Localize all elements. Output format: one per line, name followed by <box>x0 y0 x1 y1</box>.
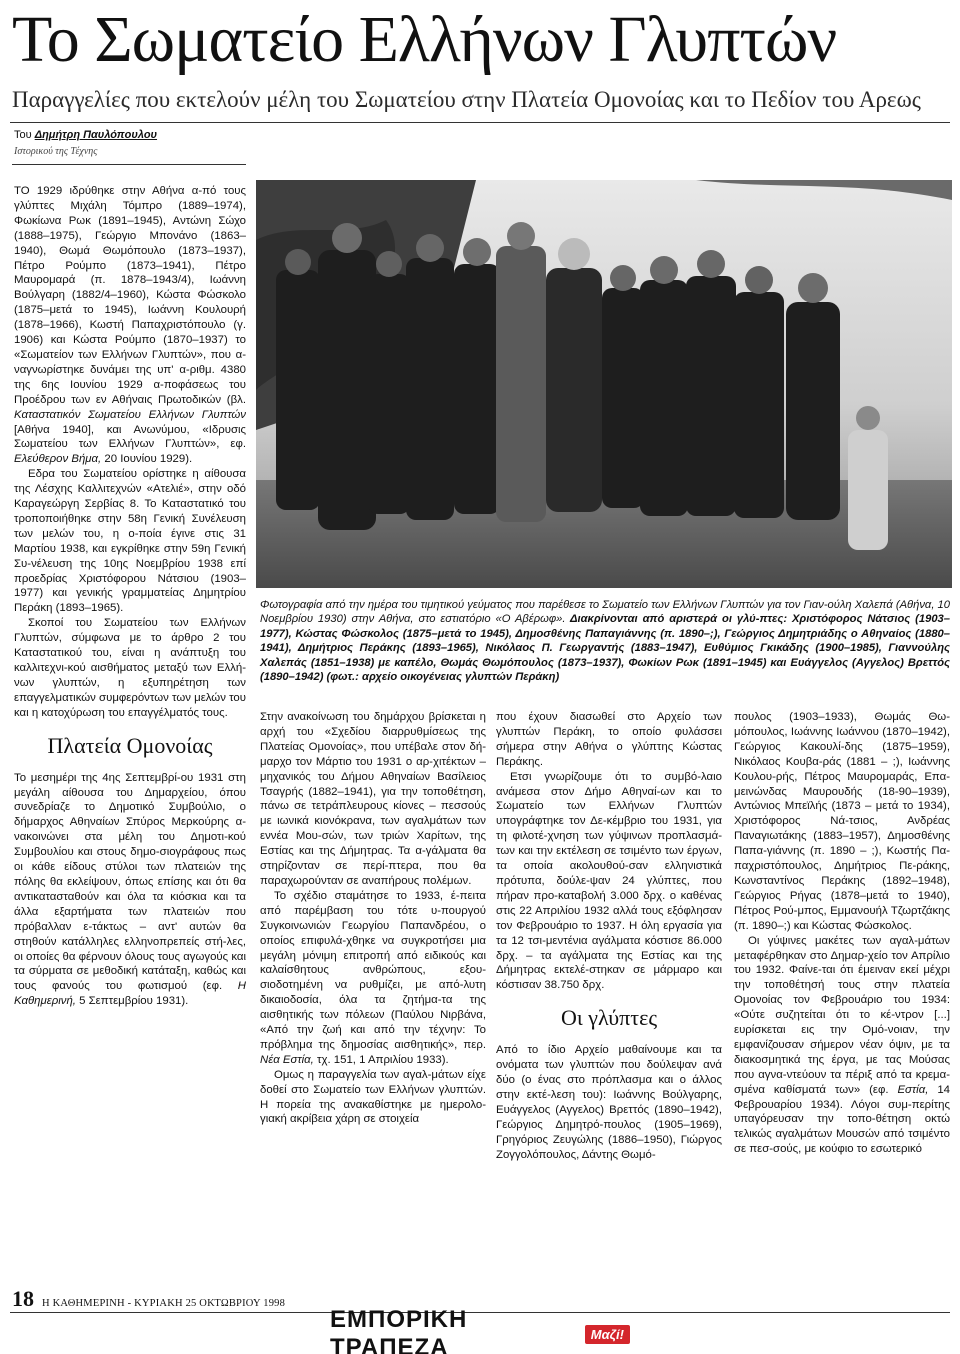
byline <box>14 128 157 142</box>
newspaper-dateline: Η ΚΑΘΗΜΕΡΙΝΗ - ΚΥΡΙΑΚΗ 25 ΟΚΤΩΒΡΙΟΥ 1998 <box>42 1298 286 1309</box>
paragraph: Σκοποί του Σωματείου των Ελλήνων Γλυπτών, σύμφωνα με το άρθρο 2 του Καταστατικού του, είναι η ανάπτυξη του καλλιτεχνι-κού αισθήματος μεταξύ των Ελλή-νων γλυπτών, η εξυπηρέτηση των επαγγελματικών συμφερόντων των μελών του και η κατοχύρωση του επαγγέλματός τους. <box>14 617 246 719</box>
section-heading: Πλατεία Ομονοίας <box>47 732 213 758</box>
byline-prefix: Του <box>14 129 35 141</box>
paragraph: Ετσι γνωρίζουμε ότι το συμβό-λαιο ανάμεσα στον Δήμο Αθηναί-ων και το Σωματείο των Ελλήνων Γλυπτών υπογράφτηκε τον Δε-κέμβριο του 1931, για τη φιλοτέ-χνηση των γύψινων προπλασμά-των και την εκτέλεση σε τσιμέντο των έργων, τα οποία ακολουθού-σαν ελληνιστικά πρότυπα, δούλε-ψαν 24 γλύπτες, που πήραν προ-καταβολή 3.000 δρχ. ο καθένας στις 22 Απριλίου 1932 αλλά τους εξόφλησαν τον Φεβρουάριο το 1937. Η όλη εργασία για τα 12 τσι-μεντένια αγάλματα κόστισε 86.000 δρχ. – τα αγάλματα της Εστίας και της Δήμητρας εκτελέ-στηκαν σε μάρμαρο και κόστισαν 38.750 δρχ. <box>496 770 722 992</box>
photo-caption <box>260 598 950 684</box>
paragraph: Το σχέδιο σταμάτησε το 1933, έ-πειτα από παρέμβαση του τότε υ-πουργού Συγκοινωνιών Γεωργίου Παπανδρέου, ο οποίος επιφυλά-χθηκε να συγκροτήσει μια μεγάλη μόνιμη επιτροπή από ειδικούς και καλαίσθητους ανθρώπους, εξου-σιοδοτημένη να ρυθμίζει, με από-λυτη δικαιοδοσία, όλα τα ζητήμα-τα της αισθητικής των πόλεων (Παύλου Νιρβάνα, «Από την ζωή και από την τέχνην: Το πρόβλημα της δημοσίας αισθητικής», περ. Νέα Εστία, τχ. 151, 1 Απριλίου 1933). <box>260 889 486 1066</box>
caption-lead: Φωτογραφία από την ημέρα του τιμητικού γεύματος που παρέθεσε το Σωματείο των Ελλήνων Γλυπτών για τον Γιαν-ούλη Χαλεπά (Αθήνα, 10 Νοεμβρίου 1930) στην Αθήνα, στο εστιατόριο «Ο Αβέρωφ». <box>260 599 950 626</box>
paragraph: Οι γύψινες μακέτες των αγαλ-μάτων μεταφέρθηκαν στο Δημαρ-χείο τον Απρίλιο του 1932. Φαίνε-ται ότι έμειναν εκεί μέχρι την τοποθέτησή τους στην πλατεία Ομονοίας τον Φεβρουάριο του 1934: «Ούτε συζητείται ότι το κέ-ντρον [...] ευρίσκεται εις την Ομό-νοιαν, την εμφανίζουσαν σήμερον νέαν όψιν, με τα διακοσμητικά της έργα, με τας Μούσας που αγνα-ντεύουν τα πέριξ από τα κρεμα-σμένα καθίσματά των» (εφ. Εστία, 14 Φεβρουαρίου 1934). Λόγοι συμ-περίτης υπαγόρευσαν την τοπο-θέτηση οκτώ τελικώς αγαλμάτων Μουσών από τσιμέντο σε πεσ-σούς, με κούφιο το εσωτερικό <box>734 934 950 1156</box>
bank-advertisement <box>330 1306 630 1354</box>
caption-names: Διακρίνονται από αριστερά οι γλύ-πτες: Χριστόφορος Νάτσιος (1903–1977), Κώστας Φώσκολος (1875–μετά το 1945), Δημοσθένης Παπαγιάννης (π. 1890–;), Γεώργιος Δημητριάδης ο Αθηναίος (1880–1941), Δημήτριος Περάκης (1893–1965), Νικόλαος Π. Γεωργαντής (1883–1947), Ευθύμιος Γκικάδης (1900–1985), Γιαννούλης Χαλεπάς (1851–1938) με καπέλο, Θωμάς Θωμόπουλος (1873–1937), Φωκίων Ρωκ (1891–1945) και Ευάγγελος (Αγγελος) Βρεττός (1890–1942) (φωτ.: αρχείο οικογένειας γλυπτών Περάκη) <box>260 613 950 684</box>
article-column-3 <box>496 710 722 1286</box>
page-title: Το Σωματείο Ελλήνων Γλυπτών <box>12 3 837 76</box>
historical-photo <box>256 180 952 588</box>
article-column-4 <box>734 710 950 1286</box>
section-heading: Οι γλύπτες <box>560 1005 658 1031</box>
page-footer <box>12 1286 285 1312</box>
article-column-2 <box>260 710 486 1286</box>
article-column-1 <box>14 184 246 1282</box>
paragraph: Ομως η παραγγελία των αγαλ-μάτων είχε δοθεί στο Σωματείο των Ελλήνων γλυπτών. Η πορεία της ανακαθίστηκε με ημερολο-γιακή ακρίβεια χάρη σε στοιχεία <box>260 1068 486 1126</box>
paragraph: πουλος (1903–1933), Θωμάς Θω-μόπουλος, Ιωάννης Ιωάννου (1870–1942), Γεώργιος Κακουλί-δης (1875–1959), Νικόλαος Κουβα-ράς (1881 – ;), Ιωάννης Κουλου-ρής, Πέτρος Μαυρομαράς, Επα-μεινώνδας Μαυρουδής (18-90–1939), Αντώνιος Μπεϊλής (1873 – μετά το 1934), Χριστόφορος Νά-τσιος, Ανδρέας Παναγιωτάκης (1883–1957), Δημοσθένης Παπα-γιάννης (π. 1890 – ;), Κωστής Πα-παχριστόπουλος, Δημήτριος Πε-ράκης, Κωνσταντίνος Περάκης (1892–1948), Γεώργιος Ρήγας (1878–μετά το 1940), Πέτρος Ρού-μπος, Εμμανουήλ Τζωρτζάκης (π. 1890–;) και Κώστας Φώσκολος. <box>734 711 950 932</box>
page-number: 18 <box>12 1286 34 1311</box>
paragraph: Στην ανακοίνωση του δημάρχου βρίσκεται η αρχή του «Σχεδίου διαρρυθμίσεως της Πλατείας Ομονοίας», που υπέβαλε στον δή-μαρχο τον Μάρτιο του 1931 ο αρ-χιτέκτων – μηχανικός του Δήμου Αθηναίων Βασίλειος Τσαγρής (1882–1941), για την τοποθέτηση, πάνω σε τετράπλευρους κίονες – πεσσούς με ιωνικά κιονόκρανα, των αγαλμάτων των εννέα Μου-σών, των τριών Χαρίτων, της Εστίας και της Δήμητρας. Τα α-γάλματα θα στηρίζονταν σε περί-πτερα, που θα παραχωρούνταν σε αναπήρους πολέμων. <box>260 711 486 887</box>
page-subtitle: Παραγγελίες που εκτελούν μέλη του Σωματείου στην Πλατεία Ομονοίας και το Πεδίον του Αρεως <box>12 87 921 112</box>
bank-logo: ΕΜΠΟΡΙΚΗ ΤΡΑΠΕΖΑ <box>330 1306 468 1354</box>
paragraph: Το μεσημέρι της 4ης Σεπτεμβρί-ου 1931 στη μεγάλη αίθουσα του Δημαρχείου, όπου συνεδρίαζε το Δημοτικό Συμβούλιο, ο δήμαρχος Αθηναίων Σπύρος Μερκούρης α-νακοινώνει στα μέλη του Δημοτι-κού Συμβουλίου και στους δημο-σιογράφους πως οι κάθε είδους στύλοι των πλατειών της πόλης θα εκλείψουν, όπως επίσης και ότι θα αντικατασταθούν και όλα τα κιόσκια και τα άλλα εξαρτήματα των πλατειών που πρόβαλλαν ε-τάκτως – αντ' αυτών θα στηθούν κατάλληλες ελληνοπρεπείς στή-λες, οι οποίες θα φέρνουν όλους τους αγωγούς και τα σύρματα σε μεθοδική κατάταξη, καθώς και τους φανούς του φωτισμού (εφ. Η Καθημερινή, 5 Σεπτεμβρίου 1931). <box>14 771 246 1008</box>
paragraph: που έχουν διασωθεί στο Αρχείο των γλυπτών Περάκη, το οποίο φυλάσσει σήμερα στην Αθήνα ο γλύπτης Κώστας Περάκης. <box>496 711 722 768</box>
byline-author: Δημήτρη Παυλόπουλου <box>34 129 158 141</box>
paragraph: Εδρα του Σωματείου ορίστηκε η αίθουσα της Λέσχης Καλλιτεχνών «Ατελιέ», στην οδό Καραγεώργη Σερβίας 8. Το Καταστατικό του τροποποιήθηκε στην 58η Γενική Συνέλευση των μελών του, η ο-ποία έγινε στις 31 Μαρτίου 1938, και εγκρίθηκε στην 59η Γενική Συ-νέλευση της 10ης Νοεμβρίου 1938 επί προεδρίας Χριστόφορου Νάτσιου (1903–1977) και γενικής γραμματείας Δημητρίου Περάκη (1893–1965). <box>14 468 246 615</box>
paragraph: Από το ίδιο Αρχείο μαθαίνουμε και τα ονόματα των γλυπτών που δούλεψαν ανά δύο (ο ένας στο πρόπλασμα και ο άλλος στην εκτέ-λεση του): Ιωάννης Βούλγαρης, Ευάγγελος (Αγγελος) Βρεττός (1890–1942), Γεώργιος Δημητρό-πουλος (1905–1969), Γρηγόριος Ζευγώλης (1886–1950), Γιώργος Ζογγολόπουλος, Δάντης Θωμό- <box>496 1044 722 1161</box>
header-rule <box>10 122 950 123</box>
byline-role: Ιστορικού της Τέχνης <box>14 146 98 157</box>
byline-rule <box>12 164 246 165</box>
paragraph: ΤΟ 1929 ιδρύθηκε στην Αθήνα α-πό τους γλύπτες Μιχάλη Τόμπρο (1889–1974), Φωκίωνα Ρωκ (1891–1945), Αντώνη Σώχο (1888–1975), Γεώργιο Μπονάνο (1863–1940), Θωμά Θωμόπουλο (1873–1937), Πέτρο Ρούμπο (1873–1941), Πέτρο Μαυρομαρά (π. 1878–1943/4), Ιωάννη Βούλγαρη (1882/4–1960), Κώστα Φώσκολο (1875–μετά το 1945), Ιωάννη Κουλουρή (1878–1966), Κωστή Παπαχριστόπουλο (γ. 1906) και Κώστα Ρούμπο (1870–1937) το «Σωματείον των Ελλήνων Γλυπτών», που α-ναγνωρίστηκε δυνάμει της υπ' α-ριθμ. 4380 της 6ης Ιουνίου 1929 α-ποφάσεως του Προέδρου των εν Αθήναις Πρωτοδικών (βλ. Καταστατικόν Σωματείου Ελλήνων Γλυπτών [Αθήνα 1940], και Ανωνύμου, «Ιδρυσις Σωματείου των Ελλήνων Γλυπτών», εφ. Ελεύθερον Βήμα, 20 Ιουνίου 1929). <box>14 185 246 466</box>
ad-badge: Μαζί! <box>585 1325 630 1344</box>
group-photo-illustration <box>256 180 952 588</box>
